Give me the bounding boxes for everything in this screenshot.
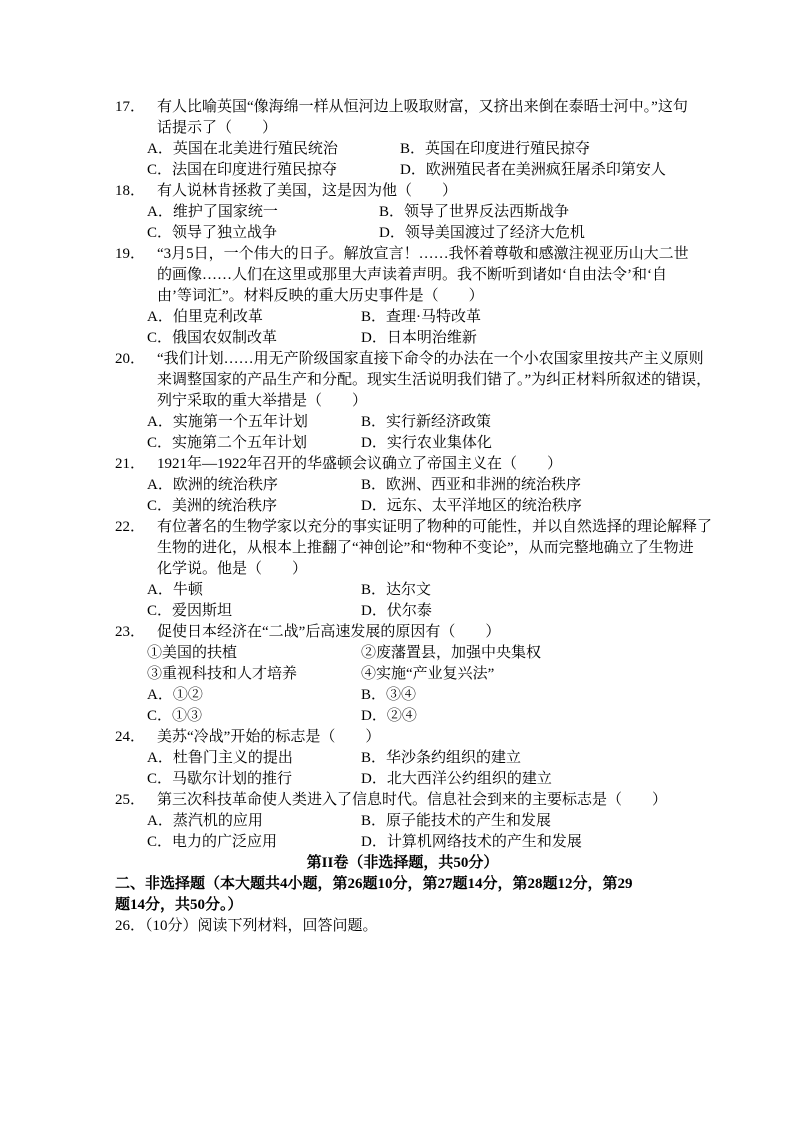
page-content xyxy=(115,97,713,937)
question-number: 20． xyxy=(115,351,146,367)
options-grid xyxy=(147,580,690,622)
stem-line: 由’等词汇”。材料反映的重大历史事件是（ ） xyxy=(157,288,484,304)
option: A．牛顿 xyxy=(147,582,203,598)
stem-text: “3月5日，一个伟大的日子。解放宣言！……我怀着尊敬和感激注视亚历山大二世 xyxy=(157,246,689,262)
question xyxy=(115,349,712,454)
stem-line xyxy=(115,517,713,538)
option: D．伏尔泰 xyxy=(361,603,432,619)
option: D．实行农业集体化 xyxy=(361,435,492,451)
question xyxy=(115,97,690,181)
question xyxy=(115,454,690,517)
option: C．①③ xyxy=(147,708,203,724)
option: A．欧洲的统治秩序 xyxy=(147,477,278,493)
numbered-item: ②废藩置县，加强中央集权 xyxy=(361,645,542,661)
option: C．马歇尔计划的推行 xyxy=(147,771,293,787)
question-number: 24． xyxy=(115,729,146,745)
question-stem xyxy=(115,181,690,202)
stem-text: “我们计划……用无产阶级国家直接下命令的办法在一个小农国家里按共产主义原则 xyxy=(157,351,704,367)
stem-line xyxy=(115,454,690,475)
options-grid xyxy=(147,202,690,244)
stem-line xyxy=(115,181,690,202)
options-grid xyxy=(147,748,690,790)
options-grid xyxy=(147,139,690,181)
section2-heading-line-2: 题14分，共50分。） xyxy=(115,897,243,913)
option: A．①② xyxy=(147,687,203,703)
option: A．杜鲁门主义的提出 xyxy=(147,750,293,766)
question-number: 23． xyxy=(115,624,146,640)
option: C．领导了独立战争 xyxy=(147,225,278,241)
option: C．美洲的统治秩序 xyxy=(147,498,278,514)
section2-heading-line-1: 二、非选择题（本大题共4小题，第26题10分，第27题14分，第28题12分，第29 xyxy=(115,876,633,892)
stem-line: 话提示了（ ） xyxy=(157,120,278,136)
stem-text: 美苏“冷战”开始的标志是（ ） xyxy=(157,729,381,745)
stem-text: 有人比喻英国“像海绵一样从恒河边上吸取财富，又挤出来倒在泰晤士河中。”这句 xyxy=(157,99,688,115)
stem-text: 有位著名的生物学家以充分的事实证明了物种的可能性，并以自然选择的理论解释了 xyxy=(157,519,713,535)
question xyxy=(115,727,690,790)
question-stem xyxy=(115,622,690,643)
option: C．爱因斯坦 xyxy=(147,603,233,619)
options-grid xyxy=(147,475,690,517)
question-stem xyxy=(115,790,690,811)
options-grid xyxy=(147,685,690,727)
stem-line xyxy=(115,349,704,370)
option: B．达尔文 xyxy=(361,582,432,598)
option: A．伯里克利改革 xyxy=(147,309,263,325)
question xyxy=(115,790,690,853)
question-stem xyxy=(115,244,690,307)
option: A．蒸汽机的应用 xyxy=(147,813,263,829)
question xyxy=(115,517,713,622)
question-stem xyxy=(115,517,713,580)
stem-line: 来调整国家的产品生产和分配。现实生活说明我们错了。”为纠正材料所叙述的错误， xyxy=(157,372,712,388)
option: B．③④ xyxy=(361,687,417,703)
option: B．华沙条约组织的建立 xyxy=(361,750,522,766)
stem-line xyxy=(115,790,690,811)
stem-text: 促使日本经济在“二战”后高速发展的原因有（ ） xyxy=(157,624,501,640)
option: D．②④ xyxy=(361,708,417,724)
option: B．英国在印度进行殖民掠夺 xyxy=(400,141,591,157)
question-number: 19． xyxy=(115,246,146,262)
numbered-item: ④实施“产业复兴法” xyxy=(361,666,495,682)
option: D．北大西洋公约组织的建立 xyxy=(361,771,552,787)
question-number: 18． xyxy=(115,183,146,199)
question-number: 25． xyxy=(115,792,146,808)
option: C．电力的广泛应用 xyxy=(147,834,278,850)
numbered-item: ③重视科技和人才培养 xyxy=(147,666,298,682)
option: D．欧洲殖民者在美洲疯狂屠杀印第安人 xyxy=(400,162,666,178)
option: C．法国在印度进行殖民掠夺 xyxy=(147,162,338,178)
option: C．实施第二个五年计划 xyxy=(147,435,308,451)
option: B．原子能技术的产生和发展 xyxy=(361,813,552,829)
multiple-choice-questions xyxy=(115,97,713,853)
question xyxy=(115,181,690,244)
option: B．领导了世界反法西斯战争 xyxy=(379,204,570,220)
question-stem xyxy=(115,97,690,139)
numbered-item: ①美国的扶植 xyxy=(147,645,238,661)
option: D．领导美国渡过了经济大危机 xyxy=(379,225,585,241)
stem-line: 生物的进化，从根本上推翻了“神创论”和“物种不变论”，从而完整地确立了生物进 xyxy=(157,540,694,556)
option: D．日本明治维新 xyxy=(361,330,477,346)
options-grid xyxy=(147,811,690,853)
stem-text: 1921年—1922年召开的华盛顿会议确立了帝国主义在（ ） xyxy=(157,456,563,472)
stem-line: 的画像……人们在这里或那里大声读着声明。我不断听到诸如‘自由法令’和‘自 xyxy=(157,267,667,283)
option: A．维护了国家统一 xyxy=(147,204,278,220)
question-stem xyxy=(115,727,690,748)
stem-text: 第三次科技革命使人类进入了信息时代。信息社会到来的主要标志是（ ） xyxy=(157,792,668,808)
option: A．实施第一个五年计划 xyxy=(147,414,308,430)
question-number: 21． xyxy=(115,456,146,472)
stem-line xyxy=(115,244,690,265)
question-number: 22． xyxy=(115,519,146,535)
question xyxy=(115,622,690,727)
option: C．俄国农奴制改革 xyxy=(147,330,278,346)
stem-line xyxy=(115,97,690,118)
stem-line: 列宁采取的重大举措是（ ） xyxy=(157,393,368,409)
question-stem xyxy=(115,454,690,475)
question-number: 17． xyxy=(115,99,146,115)
options-grid xyxy=(147,307,690,349)
stem-text: 有人说林肯拯救了美国，这是因为他（ ） xyxy=(157,183,458,199)
stem-line: 化学说。他是（ ） xyxy=(157,561,308,577)
stem-line xyxy=(115,622,690,643)
question-stem xyxy=(115,349,712,412)
option: B．实行新经济政策 xyxy=(361,414,492,430)
part2-header: 第II卷（非选择题，共50分） xyxy=(306,855,499,871)
q26-intro: 26．（10分）阅读下列材料，回答问题。 xyxy=(115,918,378,934)
option: D．远东、太平洋地区的统治秩序 xyxy=(361,498,582,514)
numbered-items-grid xyxy=(147,643,690,685)
question xyxy=(115,244,690,349)
option: A．英国在北美进行殖民统治 xyxy=(147,141,338,157)
option: D．计算机网络技术的产生和发展 xyxy=(361,834,582,850)
stem-line xyxy=(115,727,690,748)
option: B．查理·马特改革 xyxy=(361,309,482,325)
options-grid xyxy=(147,412,690,454)
option: B．欧洲、西亚和非洲的统治秩序 xyxy=(361,477,582,493)
